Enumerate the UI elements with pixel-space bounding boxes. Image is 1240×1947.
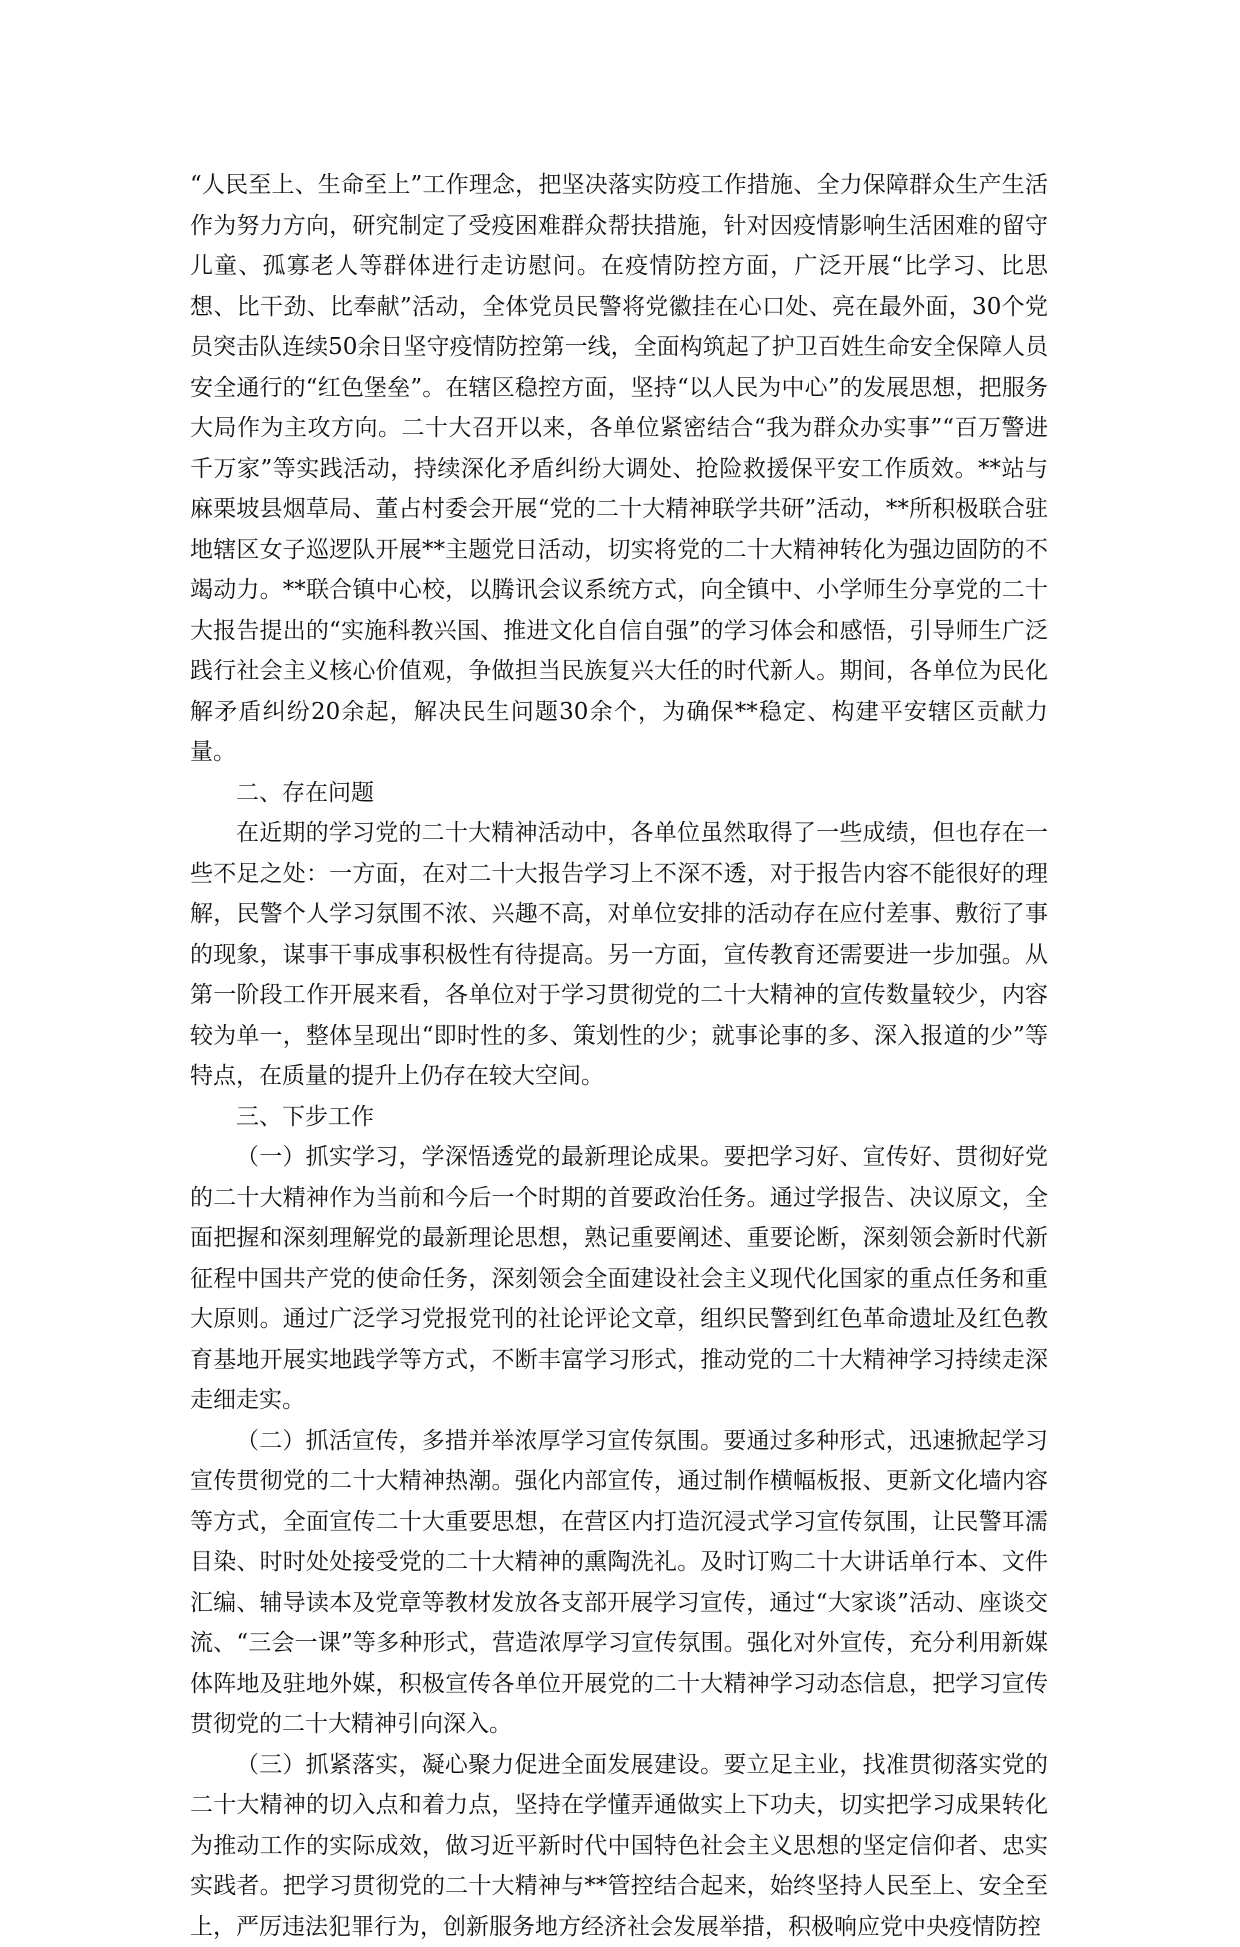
next-step-paragraph-publicity: （二）抓活宣传，多措并举浓厚学习宣传氛围。要通过多种形式，迅速掀起学习宣传贯彻党的二十大精神热潮。强化内部宣传，通过制作横幅板报、更新文化墙内容等方式，全面宣传二十大重要思想，在营区内打造沉浸式学习宣传氛围，让民警耳濡目染、时时处处接受党的二十大精神的熏陶洗礼。及时订购二十大讲话单行本、文件汇编、辅导读本及党章等教材发放各支部开展学习宣传，通过“大家谈”活动、座谈交流、“三会一课”等多种形式，营造浓厚学习宣传氛围。强化对外宣传，充分利用新媒体阵地及驻地外媒，积极宣传各单位开展党的二十大精神学习动态信息，把学习宣传贯彻党的二十大精神引向深入。 — [190, 1421, 1048, 1745]
document-body — [190, 165, 1048, 1947]
problems-paragraph: 在近期的学习党的二十大精神活动中，各单位虽然取得了一些成绩，但也存在一些不足之处：一方面，在对二十大报告学习上不深不透，对于报告内容不能很好的理解，民警个人学习氛围不浓、兴趣不高，对单位安排的活动存在应付差事、敷衍了事的现象，谋事干事成事积极性有待提高。另一方面，宣传教育还需要进一步加强。从第一阶段工作开展来看，各单位对于学习贯彻党的二十大精神的宣传数量较少，内容较为单一，整体呈现出“即时性的多、策划性的少；就事论事的多、深入报道的少”等特点，在质量的提升上仍存在较大空间。 — [190, 813, 1048, 1097]
intro-paragraph: “人民至上、生命至上”工作理念，把坚决落实防疫工作措施、全力保障群众生产生活作为努力方向，研究制定了受疫困难群众帮扶措施，针对因疫情影响生活困难的留守儿童、孤寡老人等群体进行走访慰问。在疫情防控方面，广泛开展“比学习、比思想、比干劲、比奉献”活动，全体党员民警将党徽挂在心口处、亮在最外面，30个党员突击队连续50余日坚守疫情防控第一线，全面构筑起了护卫百姓生命安全保障人员安全通行的“红色堡垒”。在辖区稳控方面，坚持“以人民为中心”的发展思想，把服务大局作为主攻方向。二十大召开以来，各单位紧密结合“我为群众办实事”“百万警进千万家”等实践活动，持续深化矛盾纠纷大调处、抢险救援保平安工作质效。**站与麻栗坡县烟草局、董占村委会开展“党的二十大精神联学共研”活动，**所积极联合驻地辖区女子巡逻队开展**主题党日活动，切实将党的二十大精神转化为强边固防的不竭动力。**联合镇中心校，以腾讯会议系统方式，向全镇中、小学师生分享党的二十大报告提出的“实施科教兴国、推进文化自信自强”的学习体会和感悟，引导师生广泛践行社会主义核心价值观，争做担当民族复兴大任的时代新人。期间，各单位为民化解矛盾纠纷20余起，解决民生问题30余个，为确保**稳定、构建平安辖区贡献力量。 — [190, 165, 1048, 773]
section-heading-problems: 二、存在问题 — [190, 773, 1048, 814]
next-step-paragraph-study: （一）抓实学习，学深悟透党的最新理论成果。要把学习好、宣传好、贯彻好党的二十大精神作为当前和今后一个时期的首要政治任务。通过学报告、决议原文，全面把握和深刻理解党的最新理论思想，熟记重要阐述、重要论断，深刻领会新时代新征程中国共产党的使命任务，深刻领会全面建设社会主义现代化国家的重点任务和重大原则。通过广泛学习党报党刊的社论评论文章，组织民警到红色革命遗址及红色教育基地开展实地践学等方式，不断丰富学习形式，推动党的二十大精神学习持续走深走细走实。 — [190, 1137, 1048, 1421]
next-step-paragraph-implementation: （三）抓紧落实，凝心聚力促进全面发展建设。要立足主业，找准贯彻落实党的二十大精神的切入点和着力点，坚持在学懂弄通做实上下功夫，切实把学习成果转化为推动工作的实际成效，做习近平新时代中国特色社会主义思想的坚定信仰者、忠实实践者。把学习贯彻党的二十大精神与**管控结合起来，始终坚持人民至上、安全至上，严厉违法犯罪行为，创新服务地方经济社会发展举措，积极响应党中央疫情防控 — [190, 1745, 1048, 1947]
section-heading-next-steps: 三、下步工作 — [190, 1097, 1048, 1138]
